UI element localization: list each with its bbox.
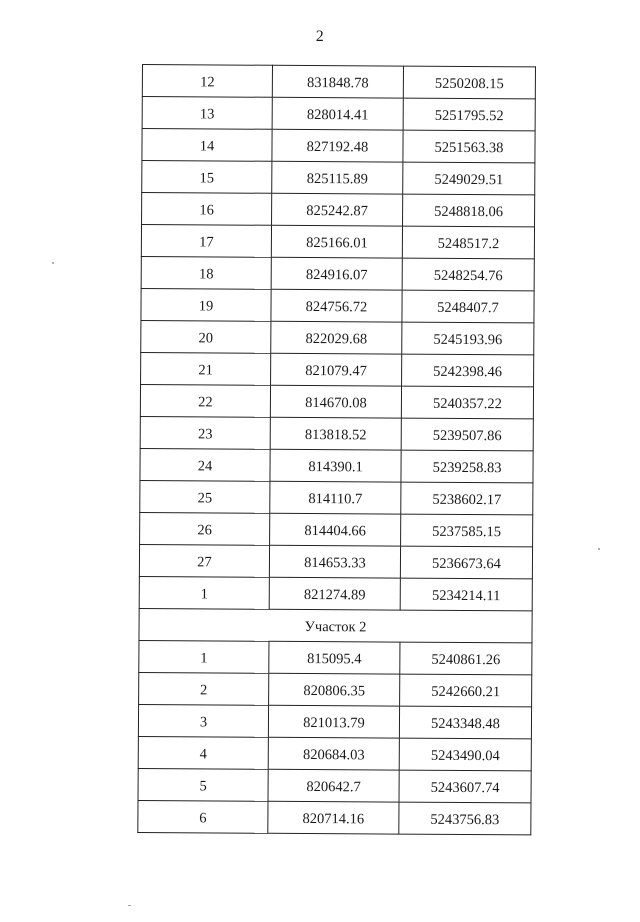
table-row [141, 225, 534, 259]
x-coordinate-cell: 814404.66 [270, 513, 401, 546]
point-number-cell: 3 [138, 704, 268, 737]
table-row [141, 352, 534, 386]
x-coordinate-cell: 827192.48 [272, 129, 403, 162]
y-coordinate-cell: 5248517.2 [402, 226, 534, 259]
point-number-cell: 4 [138, 736, 268, 769]
table-row [140, 448, 533, 482]
point-number-cell: 5 [138, 768, 268, 801]
x-coordinate-cell: 814110.7 [270, 481, 401, 514]
point-number-cell: 23 [140, 416, 270, 449]
y-coordinate-cell: 5245193.96 [402, 322, 534, 355]
point-number-cell: 24 [140, 448, 270, 481]
y-coordinate-cell: 5240357.22 [401, 386, 533, 419]
table-row [138, 768, 531, 802]
y-coordinate-cell: 5249029.51 [403, 162, 535, 195]
x-coordinate-cell: 820806.35 [269, 673, 400, 706]
x-coordinate-cell: 828014.41 [272, 97, 403, 130]
table-row [139, 640, 532, 674]
point-number-cell: 21 [141, 352, 271, 385]
point-number-cell: 19 [141, 288, 271, 321]
scan-speck [598, 548, 600, 550]
x-coordinate-cell: 815095.4 [269, 641, 400, 674]
point-number-cell: 16 [142, 193, 272, 226]
x-coordinate-cell: 814670.08 [270, 385, 401, 418]
y-coordinate-cell: 5251563.38 [403, 130, 535, 163]
x-coordinate-cell: 820642.7 [268, 769, 399, 802]
point-number-cell: 13 [142, 97, 272, 130]
y-coordinate-cell: 5248407.7 [402, 290, 534, 323]
point-number-cell: 25 [140, 480, 270, 513]
y-coordinate-cell: 5238602.17 [401, 482, 533, 515]
y-coordinate-cell: 5236673.64 [400, 546, 532, 579]
table-row [140, 512, 533, 546]
coordinates-table-part2 [138, 640, 532, 834]
y-coordinate-cell: 5250208.15 [403, 66, 535, 99]
point-number-cell: 26 [140, 512, 270, 545]
point-number-cell: 6 [138, 800, 268, 833]
point-number-cell: 18 [141, 256, 271, 289]
x-coordinate-cell: 831848.78 [272, 65, 403, 98]
x-coordinate-cell: 821013.79 [268, 705, 399, 738]
x-coordinate-cell: 824916.07 [271, 257, 402, 290]
x-coordinate-cell: 825166.01 [271, 225, 402, 258]
y-coordinate-cell: 5242398.46 [402, 354, 534, 387]
x-coordinate-cell: 821079.47 [271, 353, 402, 386]
table-row [140, 480, 533, 514]
scan-speck [52, 262, 54, 264]
y-coordinate-cell: 5248254.76 [402, 258, 534, 291]
x-coordinate-cell: 820684.03 [268, 737, 399, 770]
table-row [138, 704, 531, 738]
y-coordinate-cell: 5242660.21 [400, 674, 532, 707]
table-row [141, 288, 534, 322]
point-number-cell: 15 [142, 161, 272, 194]
x-coordinate-cell: 813818.52 [270, 417, 401, 450]
coordinates-table [137, 64, 536, 835]
page-number: 2 [315, 28, 325, 45]
table-row [140, 416, 533, 450]
x-coordinate-cell: 822029.68 [271, 321, 402, 354]
table-row [142, 161, 535, 195]
point-number-cell: 2 [139, 672, 269, 705]
y-coordinate-cell: 5240861.26 [400, 642, 532, 675]
table-row [142, 193, 535, 227]
y-coordinate-cell: 5243490.04 [399, 738, 531, 771]
section-header-row [139, 608, 532, 642]
point-number-cell: 14 [142, 129, 272, 162]
y-coordinate-cell: 5251795.52 [403, 98, 535, 131]
table-row [141, 320, 534, 354]
point-number-cell: 1 [139, 640, 269, 673]
table-row [142, 97, 535, 131]
point-number-cell: 20 [141, 320, 271, 353]
x-coordinate-cell: 814653.33 [269, 545, 400, 578]
table-row [139, 672, 532, 706]
section-header-group [139, 608, 532, 642]
x-coordinate-cell: 825115.89 [272, 161, 403, 194]
y-coordinate-cell: 5237585.15 [401, 514, 533, 547]
y-coordinate-cell: 5243348.48 [399, 706, 531, 739]
x-coordinate-cell: 821274.89 [269, 577, 400, 610]
x-coordinate-cell: 820714.16 [268, 801, 399, 834]
coordinates-table-wrapper [137, 64, 535, 835]
point-number-cell: 1 [139, 576, 269, 609]
x-coordinate-cell: 814390.1 [270, 449, 401, 482]
point-number-cell: 22 [140, 384, 270, 417]
table-row [138, 800, 531, 834]
y-coordinate-cell: 5239507.86 [401, 418, 533, 451]
section-title: Участок 2 [139, 608, 532, 642]
table-row [138, 736, 531, 770]
table-row [142, 129, 535, 163]
coordinates-table-part1 [139, 65, 535, 611]
y-coordinate-cell: 5248818.06 [403, 194, 535, 227]
y-coordinate-cell: 5243607.74 [399, 770, 531, 803]
point-number-cell: 12 [142, 65, 272, 98]
y-coordinate-cell: 5234214.11 [400, 578, 532, 611]
point-number-cell: 27 [139, 544, 269, 577]
x-coordinate-cell: 824756.72 [271, 289, 402, 322]
table-row [142, 65, 535, 99]
y-coordinate-cell: 5239258.83 [401, 450, 533, 483]
x-coordinate-cell: 825242.87 [272, 193, 403, 226]
table-row [140, 384, 533, 418]
scan-speck [128, 905, 131, 906]
table-row [141, 256, 534, 290]
table-row [139, 544, 532, 578]
table-row [139, 576, 532, 610]
point-number-cell: 17 [141, 225, 271, 258]
y-coordinate-cell: 5243756.83 [399, 802, 531, 835]
